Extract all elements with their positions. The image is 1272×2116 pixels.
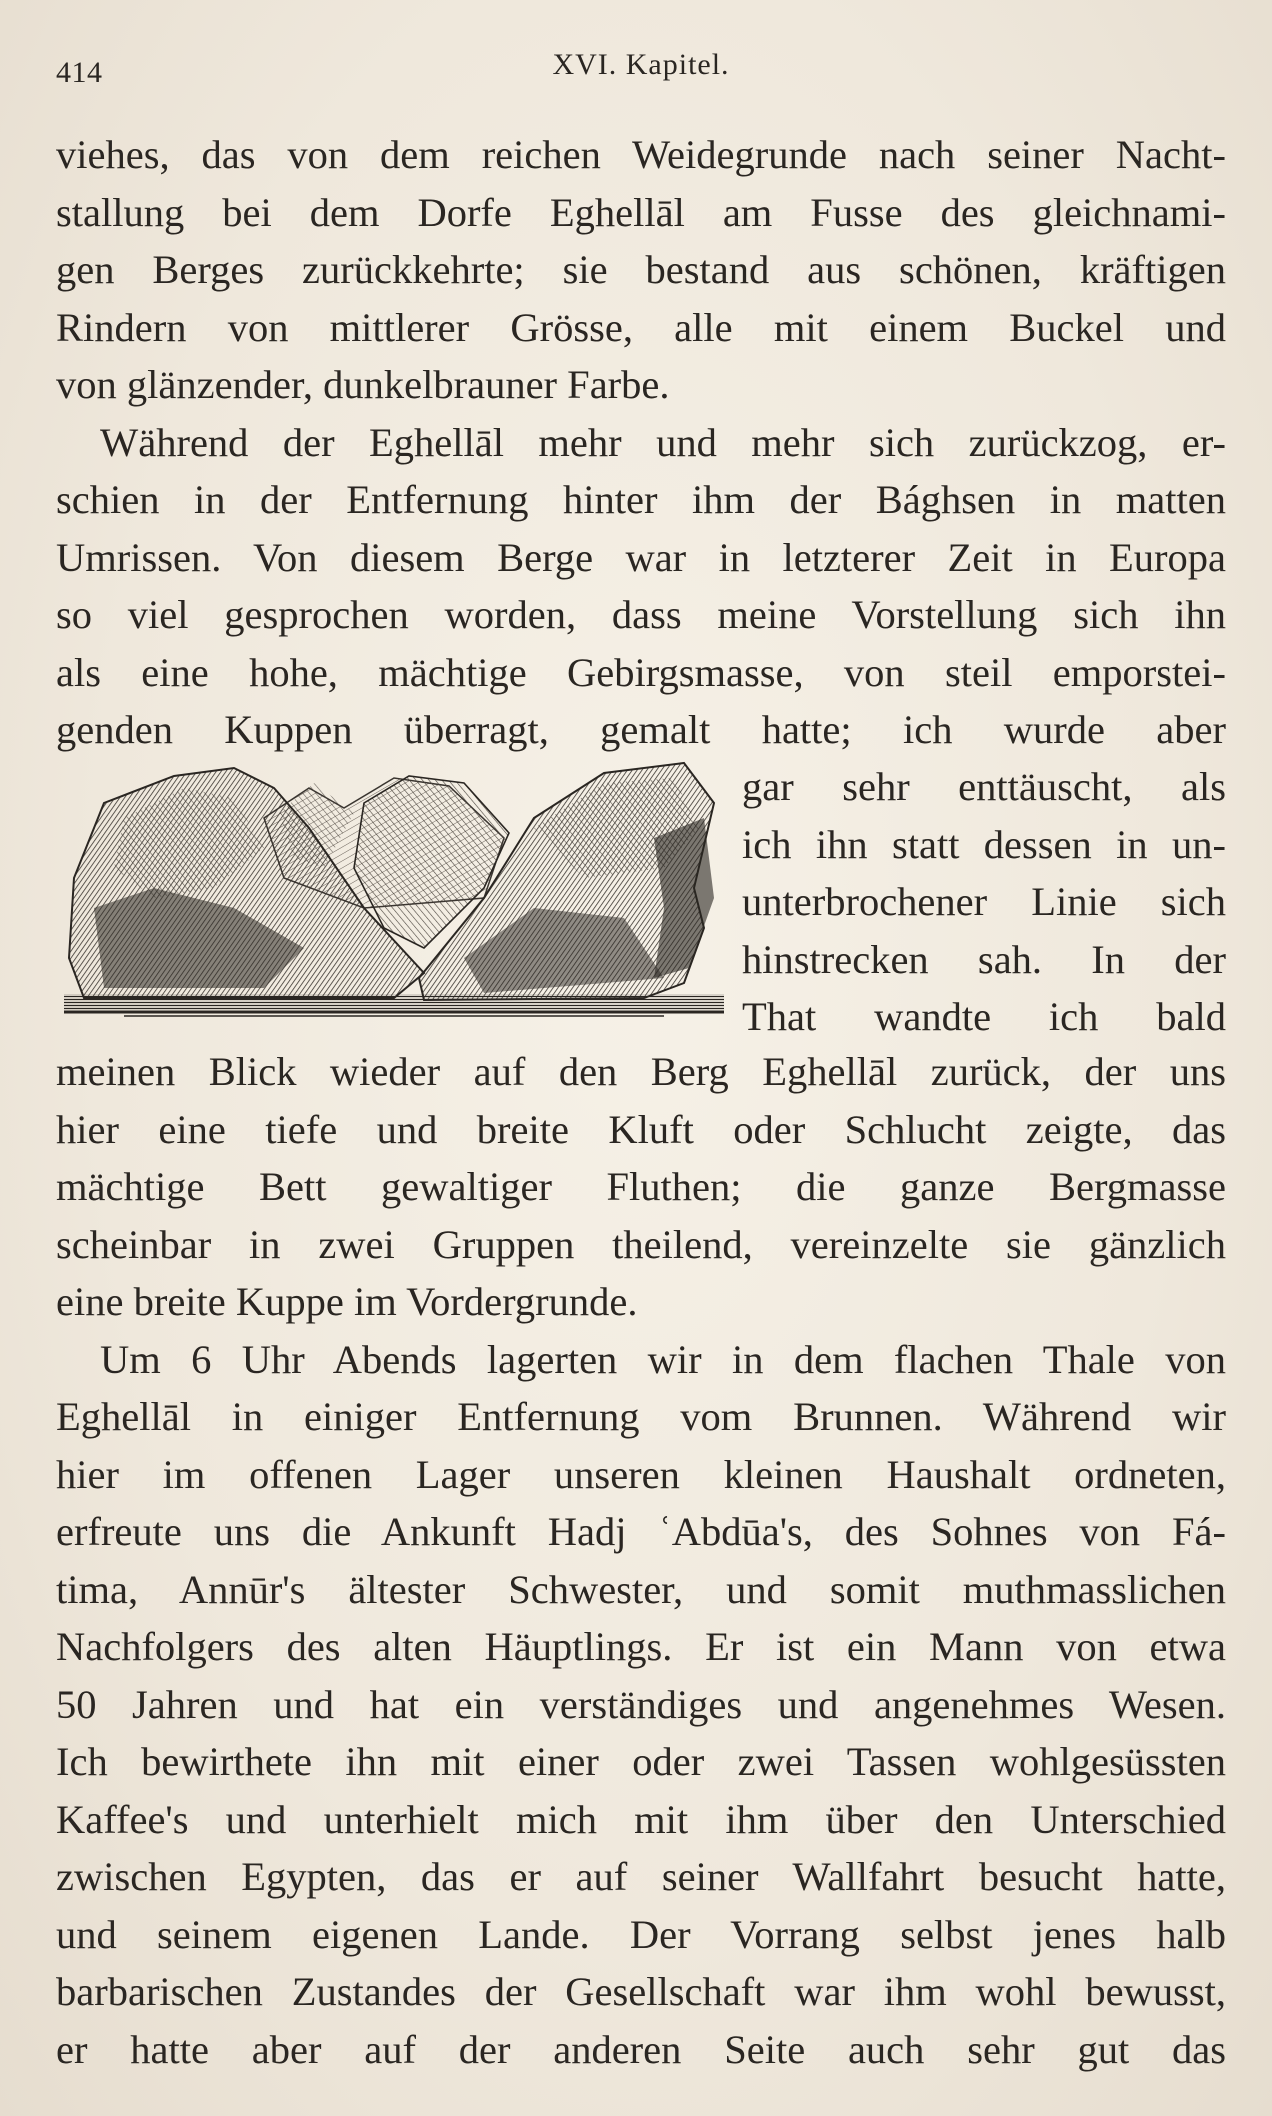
text-line: Eghellāl in einiger Entfernung vom Brunnen. Während wir [56, 1394, 1226, 1439]
text-line: mächtige Bett gewaltiger Fluthen; die ganze Bergmasse [56, 1164, 1226, 1209]
mountain-engraving [64, 758, 724, 1038]
text-line: That wandte ich bald [742, 994, 1226, 1039]
paragraph-2-continued [56, 1043, 1226, 1331]
text-line: genden Kuppen überragt, gemalt hatte; ich wurde aber [56, 707, 1226, 752]
text-line: und seinem eigenen Lande. Der Vorrang selbst jenes halb [56, 1911, 1226, 1957]
text-line: 50 Jahren und hat ein verständiges und angenehmes Wesen. [56, 1681, 1226, 1727]
text-line: als eine hohe, mächtige Gebirgsmasse, von steil emporstei- [56, 649, 1226, 695]
page-number: 414 [56, 56, 103, 89]
text-line: Ich bewirthete ihn mit einer oder zwei Tassen wohlgesüssten [56, 1739, 1226, 1784]
paragraph-3 [56, 1331, 1226, 2079]
text-line: so viel gesprochen worden, dass meine Vorstellung sich ihn [56, 592, 1226, 637]
text-line: Rindern von mittlerer Grösse, alle mit einem Buckel und [56, 304, 1226, 350]
text-line: er hatte aber auf der anderen Seite auch sehr gut das [56, 2026, 1226, 2072]
paragraph-1 [56, 126, 1226, 414]
text-line: unterbrochener Linie sich [742, 879, 1226, 924]
text-line: stallung bei dem Dorfe Eghellāl am Fusse des gleichnami- [56, 189, 1226, 235]
text-block-bottom [56, 1043, 1226, 2078]
text-line: hinstrecken sah. In der [742, 936, 1226, 982]
running-header [56, 48, 1226, 98]
text-line: Während der Eghellāl mehr und mehr sich zurückzog, er- [100, 419, 1226, 465]
text-line: viehes, das von dem reichen Weidegrunde nach seiner Nacht- [56, 132, 1226, 177]
text-line: gar sehr enttäuscht, als [742, 764, 1226, 809]
text-line: Umrissen. Von diesem Berge war in letzterer Zeit in Europa [56, 534, 1226, 580]
illustration-wrap [56, 758, 1226, 1038]
text-line: zwischen Egypten, das er auf seiner Wallfahrt besucht hatte, [56, 1854, 1226, 1899]
text-line: gen Berges zurückkehrte; sie bestand aus schönen, kräftigen [56, 247, 1226, 292]
text-line: barbarischen Zustandes der Gesellschaft war ihm wohl bewusst, [56, 1969, 1226, 2014]
chapter-title: XVI. Kapitel. [552, 48, 730, 81]
text-block-top [56, 126, 1226, 759]
text-line: von glänzender, dunkelbrauner Farbe. [56, 362, 670, 407]
text-line: scheinbar in zwei Gruppen theilend, vereinzelte sie gänzlich [56, 1221, 1226, 1267]
text-line: schien in der Entfernung hinter ihm der Bághsen in matten [56, 477, 1226, 522]
text-line: ich ihn statt dessen in un- [742, 821, 1226, 867]
wrapped-text [742, 758, 1226, 1046]
text-line: Kaffee's und unterhielt mich mit ihm über den Unterschied [56, 1796, 1226, 1842]
text-line: hier eine tiefe und breite Kluft oder Schlucht zeigte, das [56, 1106, 1226, 1152]
text-line: eine breite Kuppe im Vordergrunde. [56, 1279, 638, 1324]
text-line: meinen Blick wieder auf den Berg Eghellāl zurück, der uns [56, 1049, 1226, 1094]
text-line: erfreute uns die Ankunft Hadj ʿAbdūa's, des Sohnes von Fá- [56, 1509, 1226, 1554]
text-line: tima, Annūr's ältester Schwester, und somit muthmasslichen [56, 1566, 1226, 1612]
text-line: Nachfolgers des alten Häuptlings. Er ist ein Mann von etwa [56, 1624, 1226, 1669]
text-line: Um 6 Uhr Abends lagerten wir in dem flachen Thale von [100, 1336, 1226, 1382]
text-line: hier im offenen Lager unseren kleinen Haushalt ordneten, [56, 1451, 1226, 1497]
paragraph-2 [56, 414, 1226, 759]
